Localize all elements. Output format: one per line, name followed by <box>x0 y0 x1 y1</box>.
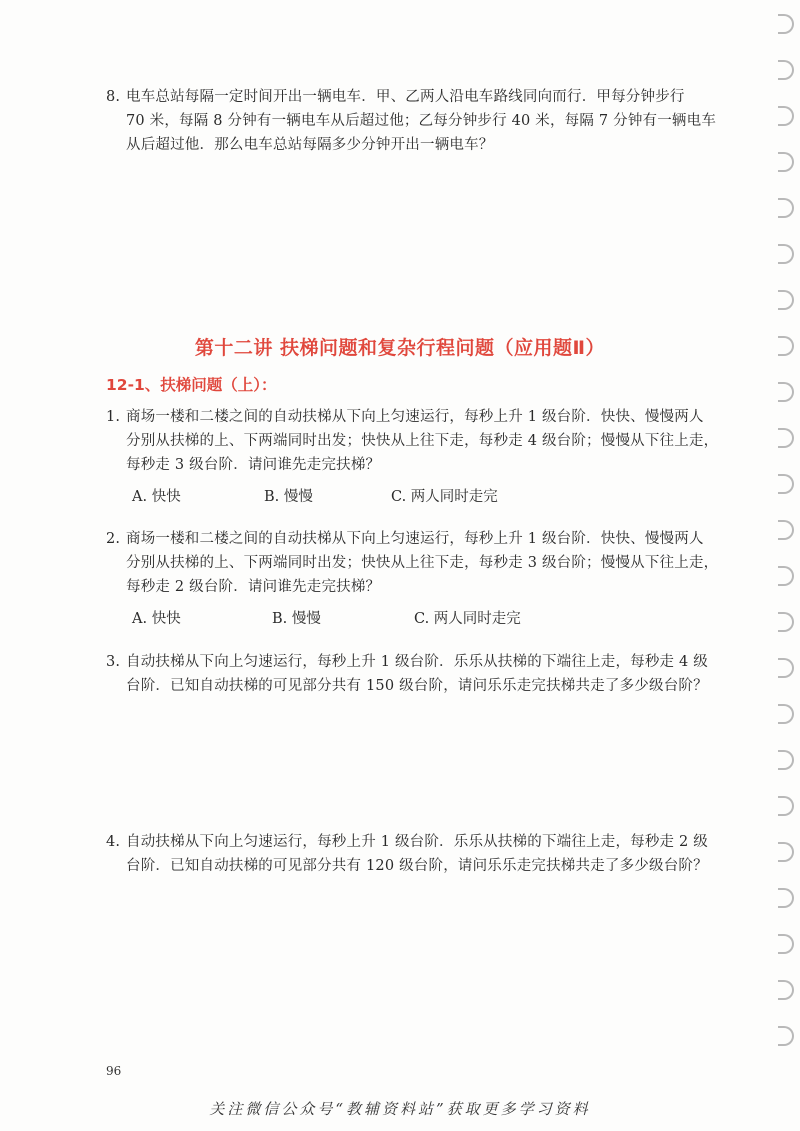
problem-number: 4. <box>106 834 121 850</box>
problem-text-line: 分别从扶梯的上、下两端同时出发；快快从上往下走，每秒走 3 级台阶；慢慢从下往上走， <box>126 555 719 571</box>
option-c: C. 两人同时走完 <box>391 489 498 505</box>
problem-number: 1. <box>106 409 121 425</box>
problem-text-line: 商场一楼和二楼之间的自动扶梯从下向上匀速运行，每秒上升 1 级台阶．快快、慢慢两人 <box>126 531 704 547</box>
binder-ring <box>778 152 794 172</box>
binder-ring <box>778 566 794 586</box>
problem-text-line: 分别从扶梯的上、下两端同时出发；快快从上往下走，每秒走 4 级台阶；慢慢从下往上走， <box>126 433 719 449</box>
footer-watermark-text: 关注微信公众号“教辅资料站”获取更多学习资料 <box>209 1100 591 1118</box>
option-b: B. 慢慢 <box>272 611 321 627</box>
option-c: C. 两人同时走完 <box>414 611 521 627</box>
binder-ring <box>778 428 794 448</box>
problem-text-line: 电车总站每隔一定时间开出一辆电车．甲、乙两人沿电车路线同向而行．甲每分钟步行 <box>126 89 685 105</box>
binder-ring <box>778 750 794 770</box>
problem-3 <box>106 650 726 698</box>
binder-ring <box>778 520 794 540</box>
section-title: 12-1、扶梯问题（上）： <box>106 376 277 394</box>
problem-number: 3. <box>106 654 121 670</box>
problem-text-line: 台阶．已知自动扶梯的可见部分共有 150 级台阶，请问乐乐走完扶梯共走了多少级台阶？ <box>126 678 708 694</box>
binder-ring <box>778 980 794 1000</box>
binder-ring <box>778 382 794 402</box>
binder-ring <box>778 14 794 34</box>
option-a: A. 快快 <box>132 489 181 505</box>
binder-ring <box>778 658 794 678</box>
binder-rings <box>770 14 794 1054</box>
binder-ring <box>778 612 794 632</box>
binder-ring <box>778 934 794 954</box>
problem-number: 2. <box>106 531 121 547</box>
binder-ring <box>778 888 794 908</box>
problem-text-line: 商场一楼和二楼之间的自动扶梯从下向上匀速运行，每秒上升 1 级台阶．快快、慢慢两人 <box>126 409 704 425</box>
problem-4 <box>106 830 726 878</box>
problem-text-line: 每秒走 2 级台阶．请问谁先走完扶梯？ <box>126 579 381 595</box>
problem-number: 8. <box>106 89 121 105</box>
binder-ring <box>778 704 794 724</box>
problem-text-line: 70 米，每隔 8 分钟有一辆电车从后超过他；乙每分钟步行 40 米，每隔 7 分钟有一辆电车 <box>126 113 717 129</box>
option-b: B. 慢慢 <box>264 489 313 505</box>
problem-8 <box>106 85 726 157</box>
binder-ring <box>778 60 794 80</box>
binder-ring <box>778 290 794 310</box>
binder-ring <box>778 198 794 218</box>
problem-2 <box>106 527 726 599</box>
problem-text-line: 台阶．已知自动扶梯的可见部分共有 120 级台阶，请问乐乐走完扶梯共走了多少级台阶？ <box>126 858 708 874</box>
problem-text-line: 自动扶梯从下向上匀速运行，每秒上升 1 级台阶．乐乐从扶梯的下端往上走，每秒走 4 级 <box>126 654 708 670</box>
problem-text-line: 自动扶梯从下向上匀速运行，每秒上升 1 级台阶．乐乐从扶梯的下端往上走，每秒走 2 级 <box>126 834 708 850</box>
page-number: 96 <box>106 1064 122 1078</box>
binder-ring <box>778 1026 794 1046</box>
binder-ring <box>778 474 794 494</box>
binder-ring <box>778 244 794 264</box>
problem-text-line: 每秒走 3 级台阶．请问谁先走完扶梯？ <box>126 457 381 473</box>
problem-text-line: 从后超过他．那么电车总站每隔多少分钟开出一辆电车？ <box>126 137 494 153</box>
chapter-title: 第十二讲 扶梯问题和复杂行程问题（应用题Ⅱ） <box>194 337 606 359</box>
binder-ring <box>778 796 794 816</box>
binder-ring <box>778 106 794 126</box>
option-a: A. 快快 <box>132 611 181 627</box>
problem-1 <box>106 405 726 477</box>
binder-ring <box>778 842 794 862</box>
